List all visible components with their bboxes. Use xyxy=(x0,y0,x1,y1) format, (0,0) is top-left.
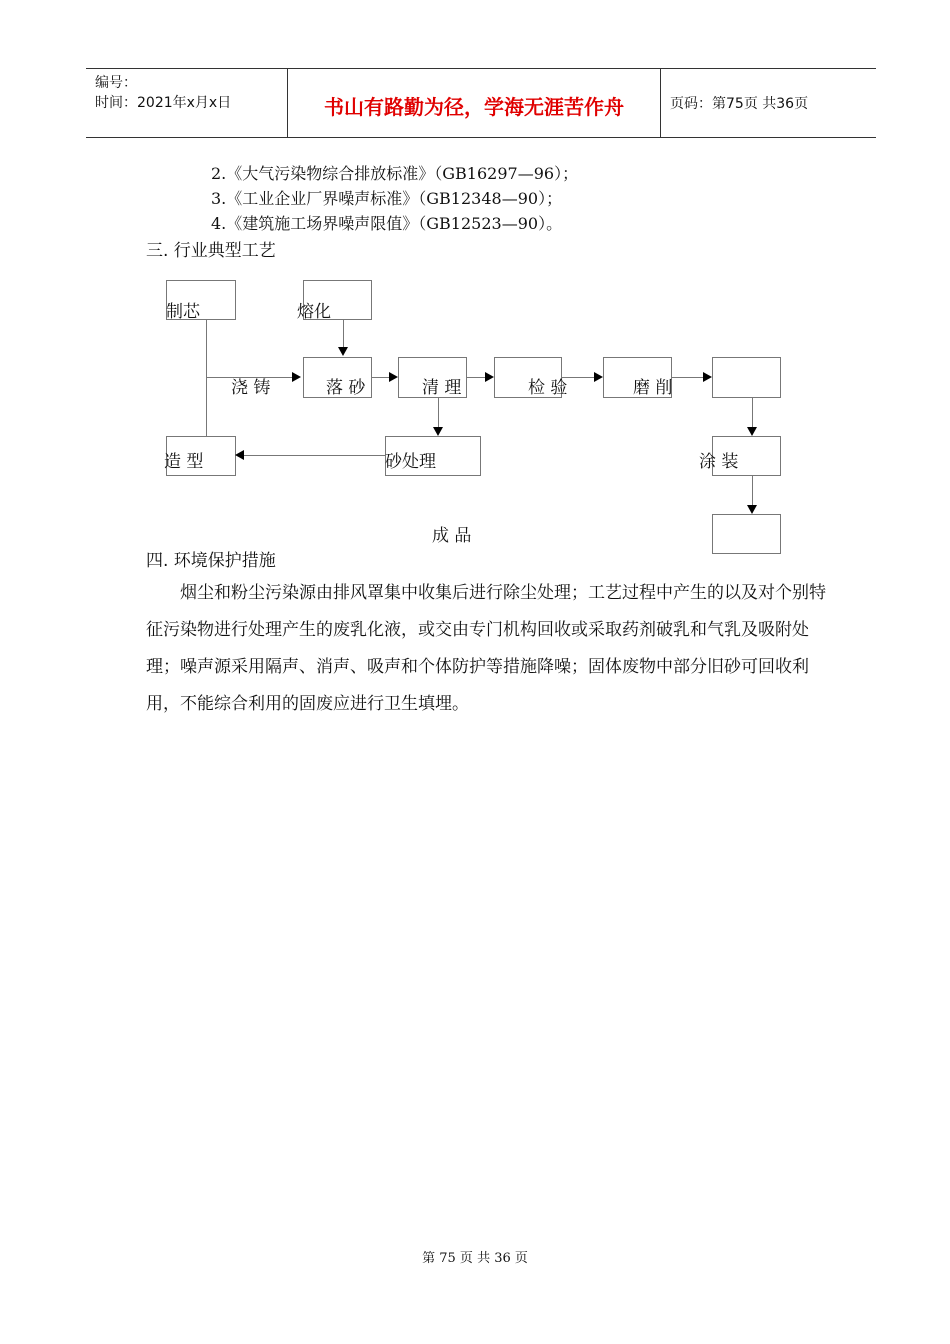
arrow-right-jianyan xyxy=(485,372,494,382)
line-qingli-shachuli xyxy=(438,397,439,427)
line-to-next-step xyxy=(671,377,703,378)
standard-item-2: 2.《大气污染物综合排放标准》（GB16297—96）； xyxy=(211,164,579,183)
label-moxue: 磨 削 xyxy=(633,378,673,398)
line-next-tuzhuang xyxy=(752,397,753,427)
arrow-right-next-step xyxy=(703,372,712,382)
label-shachuli: 砂处理 xyxy=(385,452,436,472)
arrow-right-moxue xyxy=(594,372,603,382)
header-page-cell xyxy=(661,69,876,137)
standard-item-3: 3.《工业企业厂界噪声标准》（GB12348—90）； xyxy=(211,189,563,208)
header-time: 时间：2021年x月x日 xyxy=(95,95,232,111)
arrow-down-luosha xyxy=(338,347,348,356)
header-motto: 书山有路勤为径，学海无涯苦作舟 xyxy=(324,95,624,119)
line-to-qingli xyxy=(371,377,389,378)
header-page-info: 页码：第75页 共36页 xyxy=(670,96,809,112)
header-info-cell xyxy=(86,69,288,137)
header-motto-cell xyxy=(288,69,661,137)
label-zaoxing: 造 型 xyxy=(164,452,204,472)
header-number: 编号： xyxy=(95,75,137,91)
label-ronghua: 熔化 xyxy=(297,302,331,322)
paragraph-text: 烟尘和粉尘污染源由排风罩集中收集后进行除尘处理；工艺过程中产生的以及对个别特征污染物进行处理产生的废乳化液，或交由专门机构回收或采取药剂破乳和气乳及吸附处理；噪声源采用隔声、消声、吸声和个体防护等措施降噪；固体废物中部分旧砂可回收利用，不能综合利用的固废应进行卫生填埋。 xyxy=(146,583,826,714)
label-qingli: 清 理 xyxy=(422,378,462,398)
line-tuzhuang-chengpin xyxy=(752,475,753,505)
label-jiaozhu: 浇 铸 xyxy=(231,378,271,398)
page-header xyxy=(86,68,876,138)
line-ronghua-luosha xyxy=(343,319,344,347)
arrow-right-luosha xyxy=(292,372,301,382)
arrow-down-chengpin xyxy=(747,505,757,514)
label-chengpin: 成 品 xyxy=(432,526,472,546)
environment-paragraph xyxy=(146,575,826,723)
arrow-down-tuzhuang xyxy=(747,427,757,436)
arrow-left-zaoxing xyxy=(235,450,244,460)
box-chengpin xyxy=(712,514,781,554)
box-next-step xyxy=(712,357,781,398)
label-luosha: 落 砂 xyxy=(326,378,366,398)
page-footer: 第 75 页 共 36 页 xyxy=(422,1251,528,1266)
label-zhixin: 制芯 xyxy=(166,302,200,322)
line-to-jianyan xyxy=(466,377,485,378)
line-shachuli-zaoxing xyxy=(244,455,385,456)
label-jianyan: 检 验 xyxy=(528,378,568,398)
standard-item-4: 4.《建筑施工场界噪声限值》（GB12523—90）。 xyxy=(211,214,563,233)
section-3-title: 三. 行业典型工艺 xyxy=(146,241,276,261)
label-tuzhuang: 涂 装 xyxy=(699,452,739,472)
arrow-down-shachuli xyxy=(433,427,443,436)
section-4-title: 四. 环境保护措施 xyxy=(146,551,276,571)
arrow-right-qingli xyxy=(389,372,398,382)
